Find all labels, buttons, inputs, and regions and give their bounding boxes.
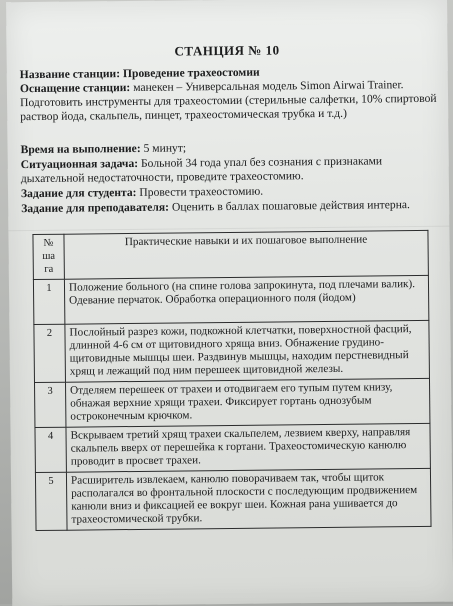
teacher-label: Задание для преподавателя: <box>21 200 170 216</box>
steps-table <box>32 230 431 531</box>
header-description: Практические навыки и их пошаговое выполнение <box>64 230 428 278</box>
step-number: 5 <box>35 472 67 530</box>
time-label: Время на выполнение: <box>20 141 141 157</box>
equipment-value: манекен – Универсальная модель Simon Airwai Trainer. Подготовить инструменты для трахеостомии (стерильные салфетки, 10% спиртовой раствор йода, скальпель, пинцет, трахеостомическая трубка и т.д.) <box>19 78 437 124</box>
document-sheet <box>6 0 453 606</box>
table-row <box>34 378 429 427</box>
teacher-task <box>21 198 441 216</box>
step-text: Послойный разрез кожи, подкожной клетчатки, поверхностной фасций, длинной 4-6 см от щитовидного хряща вниз. Обнажение грудино-щитовидные мышцы шеи. Раздвинув мышцы, находим перстневидный хрящ и лежащий под ним перешеек щитовидной железы. <box>65 320 430 382</box>
step-text: Вскрываем третий хрящ трахеи скальпелем, лезвием кверху, направляя скальпель вверх от перешейка к гортани. Трахеостомическую канюлю проводит в просвет трахеи. <box>66 423 430 472</box>
table-row <box>34 320 430 382</box>
step-number: 1 <box>33 279 64 324</box>
station-name-label: Название станции: <box>19 67 121 82</box>
station-equipment <box>20 78 440 124</box>
step-text: Отделяем перешеек от трахеи и отодвигаем его тупым путем книзу, обнажая верхние хрящи трахеи. Фиксирует гортань однозубым остроконечным крючком. <box>65 378 429 427</box>
time-value: 5 минут; <box>143 141 187 155</box>
step-number: 3 <box>34 382 65 427</box>
station-title: СТАНЦИЯ № 10 <box>174 42 280 59</box>
situation-task <box>21 154 441 186</box>
table-row <box>35 423 430 472</box>
step-text: Положение больного (на спине голова запрокинута, под плечами валик). Одевание перчаток. Обработка операционного поля (йодом) <box>64 275 428 324</box>
table-row <box>33 275 428 324</box>
situation-value: Больной 34 года упал без сознания с признаками дыхательной недостаточности, проведите трахеостомию. <box>20 154 383 186</box>
step-text: Расширитель извлекаем, канюлю поворачиваем так, чтобы щиток располагался во фронтальной плоскости с последующим продвижением канюли вниз и фиксацией ее вокруг шеи. Кожная рана ушивается до трахеостомической трубки. <box>66 468 431 530</box>
situation-label: Ситуационная задача: <box>20 156 139 172</box>
student-value: Провести трахеостомию. <box>139 184 264 199</box>
table-header-row <box>33 230 428 279</box>
teacher-value: Оценить в баллах пошаговые действия интерна. <box>171 198 410 214</box>
equipment-label: Оснащение станции: <box>19 81 131 96</box>
student-label: Задание для студента: <box>20 185 137 201</box>
station-name-value: Проведение трахеостомии <box>122 65 260 81</box>
header-step-number: № ша га <box>33 234 64 279</box>
step-number: 2 <box>34 324 66 382</box>
table-row <box>35 468 431 530</box>
step-number: 4 <box>35 427 66 472</box>
